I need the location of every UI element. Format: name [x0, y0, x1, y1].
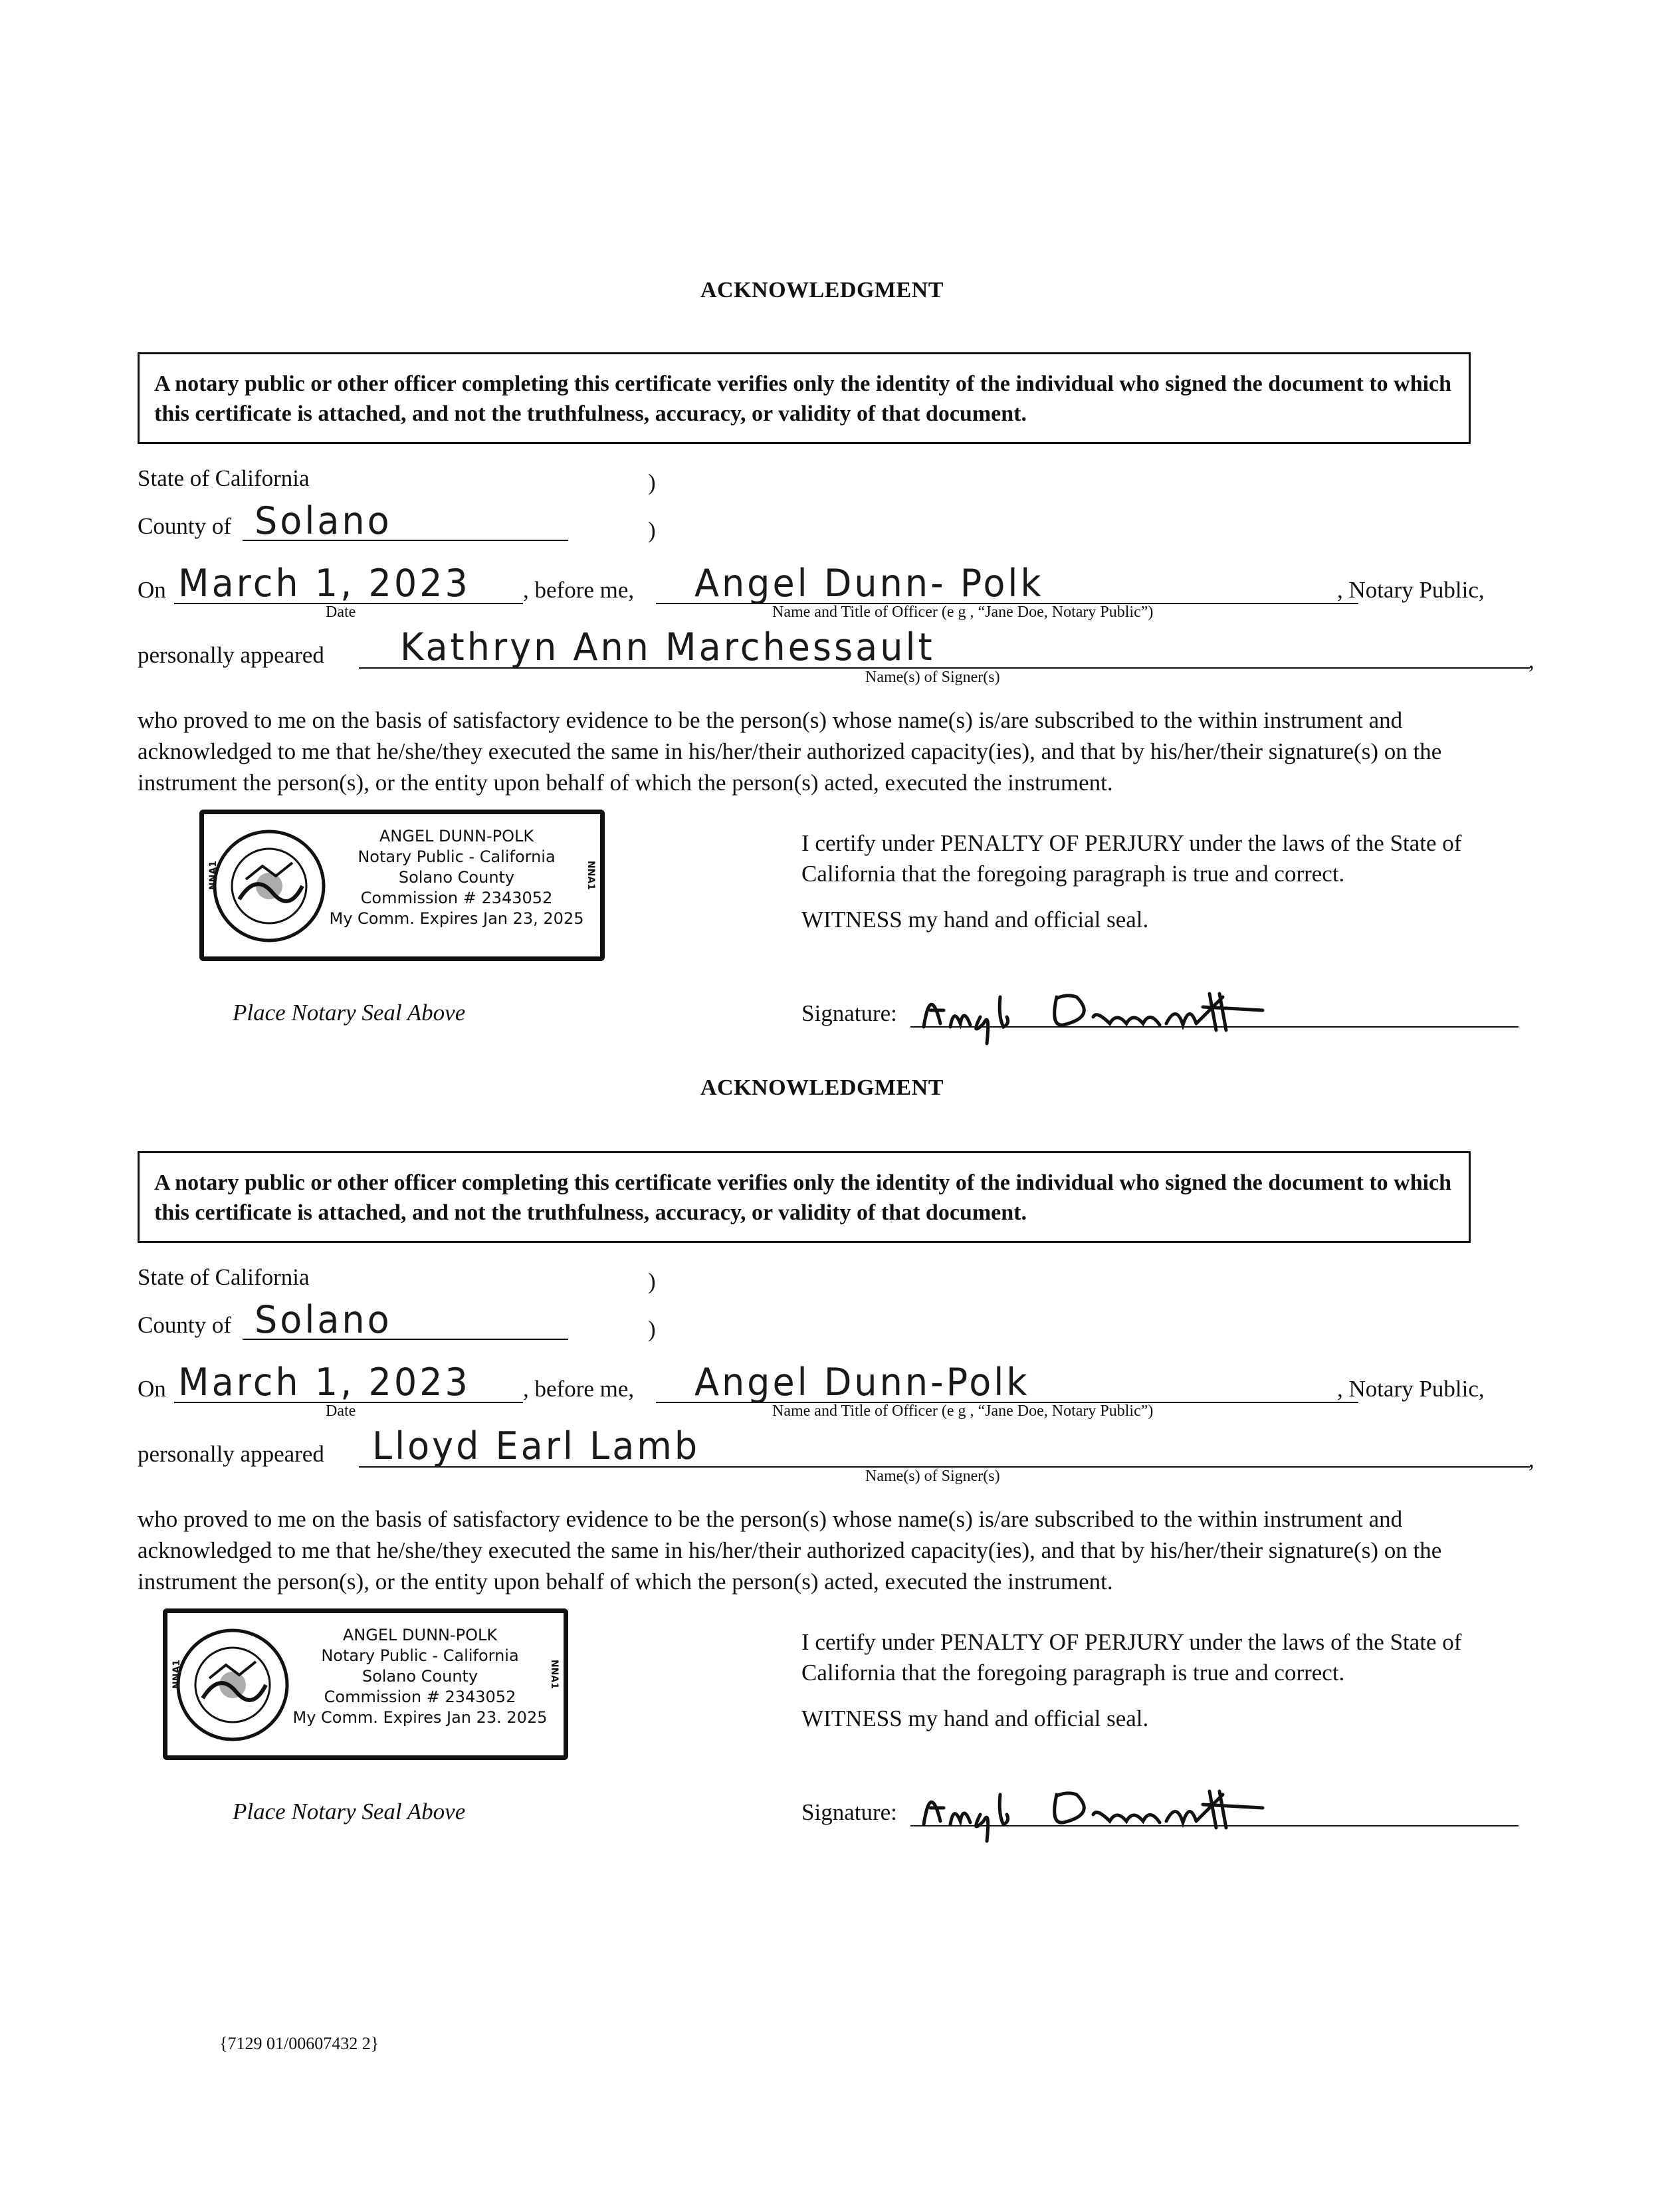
seal-side-label: NNA1	[171, 1660, 182, 1690]
county-value[interactable]: Solano	[255, 498, 392, 543]
seal-commission: Commission # 2343052	[324, 1688, 516, 1706]
date-caption: Date	[326, 604, 356, 621]
block-title: ACKNOWLEDGMENT	[700, 1075, 944, 1100]
seal-side-label: NNA1	[208, 861, 219, 891]
on-label: On	[138, 1376, 166, 1402]
signature-scribble[interactable]	[917, 977, 1316, 1050]
paren: )	[648, 469, 656, 495]
attestation-paragraph: who proved to me on the basis of satisfactory evidence to be the person(s) whose name(s) is/are subscribed to the within instrument and acknowledged to me that he/she/they executed the same in his/her/their authorized capacity(ies), and that by his/her/their signature(s) on the instrument the person(s), or the entity upon behalf of which the person(s) acted, executed the instrument.	[138, 707, 1442, 796]
appeared-label: personally appeared	[138, 642, 324, 668]
seal-side-label: NNA1	[549, 1660, 560, 1690]
seal-text	[324, 826, 589, 929]
notary-seal	[163, 1608, 568, 1760]
date-caption: Date	[326, 1402, 356, 1420]
county-value[interactable]: Solano	[255, 1297, 392, 1342]
notice-box	[138, 352, 1471, 444]
seal-county: Solano County	[362, 1667, 478, 1686]
notice-text: A notary public or other officer completing this certificate verifies only the identity of the individual who signed the document to which this certificate is attached, and not the truthfulness, accuracy, or validity of that document.	[154, 372, 1452, 426]
certify-text: I certify under PENALTY OF PERJURY under the laws of the State of California that the foregoing paragraph is true and correct.	[801, 830, 1462, 887]
seal-expires: My Comm. Expires Jan 23. 2025	[292, 1708, 548, 1727]
officer-caption: Name and Title of Officer (e g , “Jane Doe, Notary Public”)	[772, 604, 1154, 621]
officer-value[interactable]: Angel Dunn- Polk	[694, 561, 1044, 606]
witness-text: WITNESS my hand and official seal.	[801, 1706, 1149, 1731]
seal-title: Notary Public - California	[321, 1646, 519, 1665]
before-me: , before me,	[523, 577, 635, 603]
seal-text	[287, 1625, 553, 1728]
comma: ,	[1528, 647, 1534, 673]
signer-value[interactable]: Lloyd Earl Lamb	[372, 1424, 700, 1468]
seal-expires: My Comm. Expires Jan 23, 2025	[329, 909, 584, 928]
signer-value[interactable]: Kathryn Ann Marchessault	[400, 625, 935, 669]
comma: ,	[1528, 1446, 1534, 1472]
place-seal-label: Place Notary Seal Above	[233, 1000, 466, 1026]
state-label: State of California	[138, 1264, 310, 1290]
seal-commission: Commission # 2343052	[360, 889, 553, 907]
signer-caption: Name(s) of Signer(s)	[865, 669, 1000, 686]
seal-side-label: NNA1	[585, 861, 596, 891]
block-title: ACKNOWLEDGMENT	[700, 278, 944, 302]
signature-scribble[interactable]	[917, 1775, 1316, 1848]
seal-name: ANGEL DUNN-POLK	[379, 827, 534, 845]
seal-name: ANGEL DUNN-POLK	[342, 1626, 498, 1644]
officer-value[interactable]: Angel Dunn-Polk	[694, 1360, 1030, 1404]
paren: )	[648, 517, 656, 543]
county-label: County of	[138, 1312, 231, 1338]
seal-county: Solano County	[398, 868, 515, 887]
county-label: County of	[138, 513, 231, 539]
state-seal-icon	[173, 1618, 292, 1751]
signature-label: Signature:	[801, 1799, 897, 1825]
document-footer-id: {7129 01/00607432 2}	[219, 2034, 379, 2053]
notary-public-label: , Notary Public,	[1337, 577, 1485, 603]
date-value[interactable]: March 1, 2023	[178, 561, 471, 606]
notice-box	[138, 1151, 1471, 1243]
attestation-paragraph: who proved to me on the basis of satisfactory evidence to be the person(s) whose name(s) is/are subscribed to the within instrument and acknowledged to me that he/she/they executed the same in his/her/their authorized capacity(ies), and that by his/her/their signature(s) on the instrument the person(s), or the entity upon behalf of which the person(s) acted, executed the instrument.	[138, 1506, 1442, 1595]
on-label: On	[138, 577, 166, 603]
paren: )	[648, 1268, 656, 1294]
notice-text: A notary public or other officer completing this certificate verifies only the identity of the individual who signed the document to which this certificate is attached, and not the truthfulness, accuracy, or validity of that document.	[154, 1170, 1452, 1225]
state-label: State of California	[138, 465, 310, 491]
seal-title: Notary Public - California	[358, 847, 556, 866]
notary-public-label: , Notary Public,	[1337, 1376, 1485, 1402]
place-seal-label: Place Notary Seal Above	[233, 1799, 466, 1824]
signature-label: Signature:	[801, 1000, 897, 1026]
date-value[interactable]: March 1, 2023	[178, 1360, 471, 1404]
appeared-label: personally appeared	[138, 1441, 324, 1467]
certify-text: I certify under PENALTY OF PERJURY under the laws of the State of California that the foregoing paragraph is true and correct.	[801, 1629, 1462, 1686]
officer-caption: Name and Title of Officer (e g , “Jane Doe, Notary Public”)	[772, 1402, 1154, 1420]
signer-caption: Name(s) of Signer(s)	[865, 1468, 1000, 1485]
notary-seal	[199, 810, 605, 961]
state-seal-icon	[209, 820, 329, 952]
paren: )	[648, 1316, 656, 1342]
before-me: , before me,	[523, 1376, 635, 1402]
witness-text: WITNESS my hand and official seal.	[801, 907, 1149, 933]
